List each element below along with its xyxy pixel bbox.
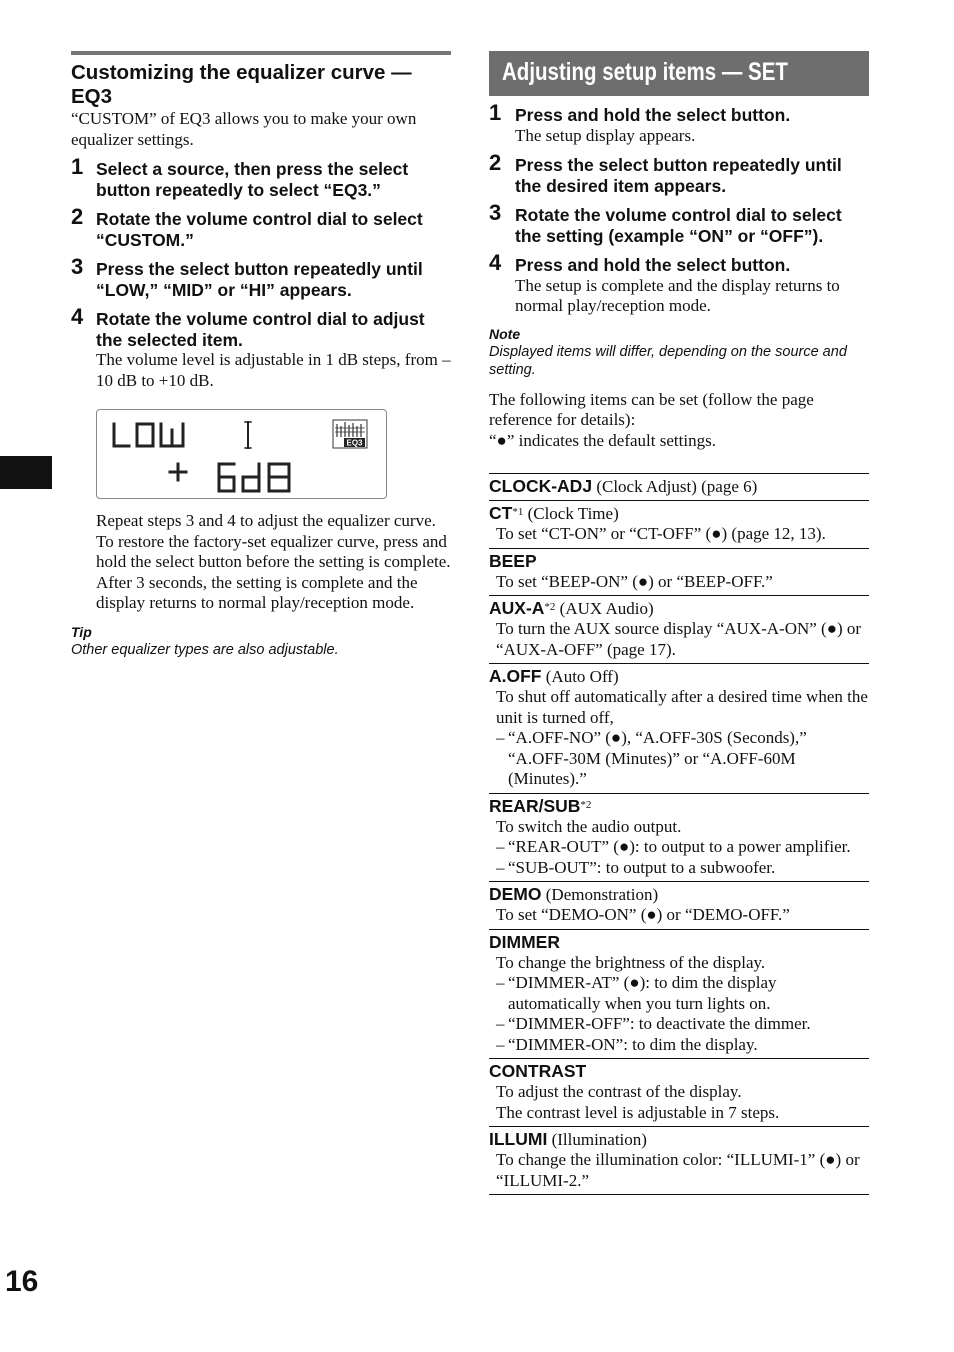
step-number: 2 [71, 204, 84, 229]
eq-after-text [71, 511, 451, 614]
setup-item-name: BEEP [489, 550, 537, 571]
setup-item-name: CONTRAST [489, 1061, 587, 1081]
option-line: – “DIMMER-ON”: to dim the display. [496, 1035, 869, 1056]
set-section [489, 51, 869, 1195]
step-instruction: Press the select button repeatedly until the desired item appears. [515, 155, 842, 196]
setup-item-name: DIMMER [489, 931, 560, 952]
step-number: 4 [489, 250, 502, 275]
footnote-marker: *2 [580, 798, 592, 811]
after-paragraph: After 3 seconds, the setting is complete and the display returns to normal play/reception mode. [96, 572, 418, 612]
setup-item-row [489, 474, 869, 501]
option-line: – “DIMMER-AT” (●): to dim the display automatically when you turn lights on. [496, 973, 869, 1014]
setup-item-description [489, 572, 869, 593]
setup-item-description [489, 905, 869, 926]
eq-section [71, 51, 451, 659]
setup-item-description [489, 817, 869, 879]
step-instruction: Press and hold the select button. [515, 105, 791, 125]
description-line: The contrast level is adjustable in 7 steps. [496, 1102, 780, 1122]
set-step-1 [489, 100, 869, 146]
setup-item-heading [489, 932, 869, 953]
setup-item-description [489, 1150, 869, 1191]
option-line: – “REAR-OUT” (●): to output to a power amplifier. [496, 837, 869, 858]
note-text: Displayed items will differ, depending on the source and setting. [489, 343, 847, 378]
step-instruction: Press the select button repeatedly until “LOW,” “MID” or “HI” appears. [96, 259, 423, 300]
setup-item-row [489, 930, 869, 1060]
description-line: To set “BEEP-ON” (●) or “BEEP-OFF.” [496, 571, 773, 591]
set-step-3 [489, 200, 869, 246]
setup-item-name: A.OFF [489, 666, 542, 686]
footnote-marker: *2 [544, 601, 556, 613]
footnote-marker: *1 [512, 506, 524, 518]
setup-item-row [489, 1127, 869, 1195]
setup-item-heading [489, 551, 869, 572]
description-line: To change the illumination color: “ILLUMI-1” (●) or “ILLUMI-2.” [496, 1150, 860, 1190]
step-detail: The setup display appears. [515, 125, 696, 145]
note-label: Note [489, 325, 521, 342]
section-banner [489, 51, 869, 96]
setup-item-name: AUX-A [489, 598, 545, 618]
setup-item-subtitle: (Illumination) [547, 1130, 647, 1149]
option-line: – “DIMMER-OFF”: to deactivate the dimmer. [496, 1014, 869, 1035]
after-paragraph: To restore the factory-set equalizer curve, press and hold the select button before the setting is complete. [96, 531, 451, 571]
setup-item-heading [489, 884, 869, 905]
chapter-tab-marker [0, 456, 52, 489]
tip-text: Other equalizer types are also adjustable. [71, 641, 339, 658]
eq-step-4 [71, 304, 451, 391]
step-number: 2 [489, 150, 502, 175]
step-instruction: Press and hold the select button. [515, 255, 791, 275]
set-section-title: Adjusting setup items — SET [502, 58, 788, 86]
setup-item-description [489, 687, 869, 790]
step-instruction: Rotate the volume control dial to select the setting (example “ON” or “OFF”). [515, 205, 842, 246]
eq-intro: “CUSTOM” of EQ3 allows you to make your own equalizer settings. [71, 109, 417, 149]
setup-item-name: ILLUMI [489, 1129, 548, 1149]
setup-item-row [489, 1059, 869, 1127]
set-intro [489, 390, 869, 452]
option-line: – “SUB-OUT”: to output to a subwoofer. [496, 858, 869, 879]
setup-item-heading [489, 1061, 869, 1082]
step-number: 1 [489, 100, 502, 125]
setup-item-heading [489, 598, 869, 619]
description-line: To set “CT-ON” or “CT-OFF” (●) (page 12, 13). [496, 524, 826, 543]
setup-item-subtitle: (AUX Audio) [555, 599, 654, 618]
tip-label: Tip [71, 623, 92, 640]
setup-item-row [489, 664, 869, 794]
step-detail: The setup is complete and the display returns to normal play/reception mode. [515, 275, 840, 315]
setup-item-heading [489, 666, 869, 687]
step-number: 1 [71, 154, 84, 179]
lcd-segment-graphic [97, 410, 386, 498]
setup-item-description [489, 524, 869, 545]
description-line: To change the brightness of the display. [496, 952, 766, 972]
eq-step-3 [71, 254, 451, 300]
setup-item-name: REAR/SUB [489, 795, 581, 816]
setup-items-table [489, 473, 869, 1195]
setup-item-subtitle: (Demonstration) [541, 885, 659, 904]
setup-item-name: CLOCK-ADJ [489, 476, 593, 496]
setup-item-description [489, 1082, 869, 1123]
description-line: To shut off automatically after a desired time when the unit is turned off, [496, 687, 868, 727]
eq-badge-label: EQ3 [346, 438, 363, 448]
setup-item-heading [489, 1129, 869, 1150]
lcd-display-illustration [96, 409, 387, 499]
description-line: To adjust the contrast of the display. [496, 1082, 742, 1101]
setup-item-row [489, 549, 869, 597]
description-line: To turn the AUX source display “AUX-A-ON” (●) or “AUX-A-OFF” (page 17). [496, 619, 862, 659]
step-detail: The volume level is adjustable in 1 dB steps, from –10 dB to +10 dB. [96, 350, 451, 390]
setup-item-subtitle: (Clock Time) [523, 504, 619, 523]
setup-item-subtitle: (Auto Off) [541, 667, 619, 686]
setup-item-heading [489, 503, 869, 524]
eq-section-title: Customizing the equalizer curve — EQ3 [71, 61, 412, 108]
setup-item-row [489, 596, 869, 664]
intro-line: The following items can be set (follow the page reference for details): [489, 389, 814, 429]
step-number: 3 [71, 254, 84, 279]
step-number: 4 [71, 304, 84, 329]
step-number: 3 [489, 200, 502, 225]
eq-step-1 [71, 154, 451, 200]
setup-item-name: CT [489, 503, 513, 523]
step-instruction: Rotate the volume control dial to adjust the selected item. [96, 309, 425, 350]
step-instruction: Rotate the volume control dial to select “CUSTOM.” [96, 209, 423, 250]
section-rule [71, 51, 451, 55]
setup-item-name: DEMO [489, 884, 542, 904]
setup-item-description [489, 619, 869, 660]
setup-item-heading [489, 796, 869, 817]
step-instruction: Select a source, then press the select button repeatedly to select “EQ3.” [96, 159, 409, 200]
setup-item-description [489, 953, 869, 1056]
setup-item-row [489, 882, 869, 930]
set-step-2 [489, 150, 869, 196]
setup-item-heading [489, 476, 869, 497]
setup-item-row [489, 501, 869, 549]
intro-line: “●” indicates the default settings. [489, 430, 716, 450]
page-number: 16 [5, 1265, 39, 1298]
description-line: To set “DEMO-ON” (●) or “DEMO-OFF.” [496, 905, 790, 924]
option-line: – “A.OFF-NO” (●), “A.OFF-30S (Seconds),” “A.OFF-30M (Minutes)” or “A.OFF-60M (Minutes).” [496, 728, 869, 790]
setup-item-subtitle: (Clock Adjust) (page 6) [592, 477, 758, 496]
after-paragraph: Repeat steps 3 and 4 to adjust the equalizer curve. [96, 511, 436, 530]
eq-step-2 [71, 204, 451, 250]
description-line: To switch the audio output. [496, 816, 682, 836]
set-step-4 [489, 250, 869, 317]
setup-item-row [489, 794, 869, 883]
